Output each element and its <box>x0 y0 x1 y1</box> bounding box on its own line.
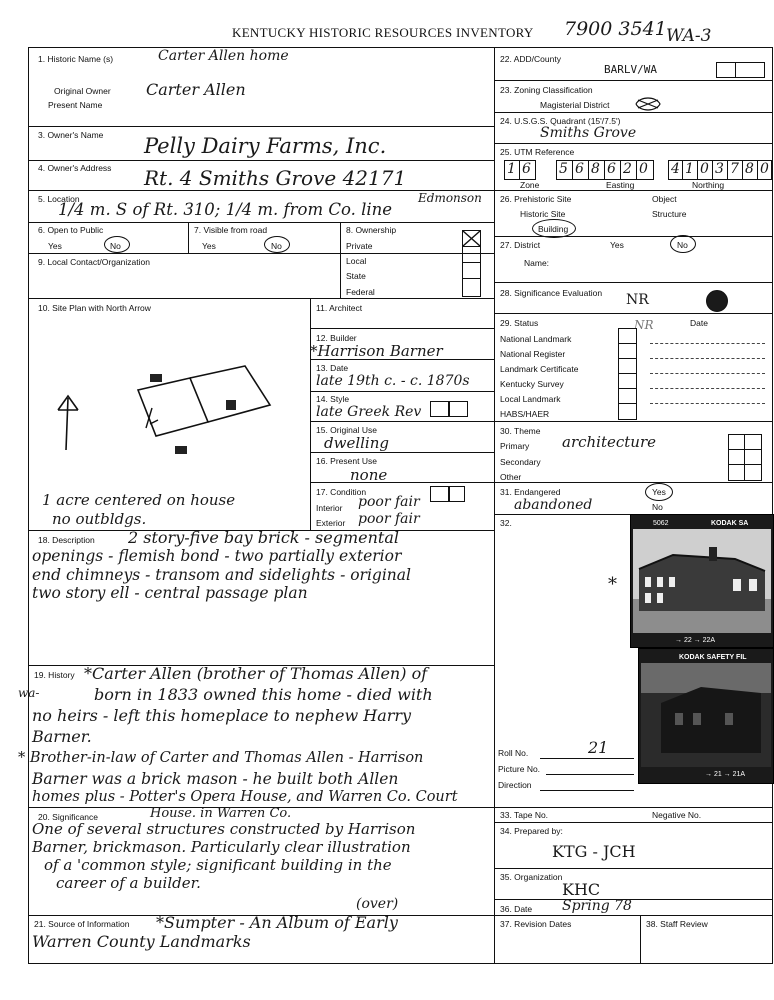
history-line[interactable]: * Brother-in-law of Carter and Thomas Allen - Harrison <box>18 750 424 766</box>
status-option: Kentucky Survey <box>500 379 564 389</box>
condition-label: 17. Condition <box>316 487 367 497</box>
rule <box>618 358 637 359</box>
present-use-label: 16. Present Use <box>316 456 377 466</box>
utm-digit: 0 <box>760 161 769 177</box>
theme-other-label: Other <box>500 472 522 482</box>
building-label: Building <box>538 224 569 234</box>
site-plan-sketch <box>50 360 290 480</box>
status-stamp: NR <box>634 318 654 332</box>
source-label: 21. Source of Information <box>34 919 130 929</box>
rule <box>728 464 762 465</box>
film-brand: KODAK SA <box>711 520 749 527</box>
open-to-public-yes[interactable]: Yes <box>48 241 62 251</box>
owners-name-label: 3. Owner's Name <box>38 130 104 140</box>
endangered-label: 31. Endangered <box>500 487 561 497</box>
style-checkbox-2[interactable] <box>449 401 468 417</box>
add-county-box[interactable] <box>716 62 736 78</box>
rule <box>494 236 773 237</box>
condition-interior-label: Interior <box>316 503 343 513</box>
add-county-box-2[interactable] <box>735 62 765 78</box>
significance-line[interactable]: One of several structures constructed by Harrison <box>32 820 416 838</box>
usgs-quadrant-value[interactable]: Smiths Grove <box>540 125 637 141</box>
status-option: Local Landmark <box>500 394 561 404</box>
rule <box>697 160 698 180</box>
rule <box>757 160 758 180</box>
picture-number-label: Picture No. <box>498 764 541 774</box>
object-label: Object <box>652 194 677 204</box>
endangered-yes[interactable]: Yes <box>652 487 666 497</box>
photo-asterisk: * <box>608 574 617 595</box>
status-option: National Register <box>500 349 566 359</box>
utm-label: 25. UTM Reference <box>500 147 575 157</box>
rule <box>604 160 605 180</box>
history-line[interactable]: Barner. <box>32 727 92 746</box>
rule <box>462 278 481 279</box>
organization-value[interactable]: KHC <box>562 880 601 899</box>
rule <box>310 421 494 422</box>
historic-name-label: 1. Historic Name (s) <box>38 54 114 64</box>
district-label: 27. District <box>500 240 541 250</box>
rule <box>650 343 765 344</box>
rule <box>618 373 637 374</box>
site-plan-note-2[interactable]: no outbldgs. <box>52 510 147 528</box>
rule <box>310 298 311 530</box>
owners-address-value[interactable]: Rt. 4 Smiths Grove 42171 <box>144 166 407 190</box>
rule <box>494 899 773 900</box>
rule <box>28 160 494 161</box>
history-line[interactable]: Barner was a brick mason - he built both Allen <box>32 770 399 788</box>
significance-evaluation-value[interactable]: NR <box>626 292 649 308</box>
theme-label: 30. Theme <box>500 426 541 436</box>
style-value[interactable]: late Greek Rev <box>316 404 422 420</box>
description-label: 18. Description <box>38 535 95 545</box>
date-label: 13. Date <box>316 363 349 373</box>
location-note: Edmonson <box>418 191 482 205</box>
usgs-quadrant-label: 24. U.S.G.S. Quadrant (15'/7.5') <box>500 116 621 126</box>
rule <box>494 112 773 113</box>
selection-circle <box>264 236 290 253</box>
history-line[interactable]: born in 1833 owned this home - died with <box>94 685 433 704</box>
rule <box>494 482 773 483</box>
utm-digit: 8 <box>591 161 600 177</box>
revision-dates-label: 37. Revision Dates <box>500 919 572 929</box>
history-line[interactable]: homes plus - Potter's Opera House, and Warren Co. Court <box>32 789 458 805</box>
local-contact-label: 9. Local Contact/Organization <box>38 257 150 267</box>
add-county-value[interactable]: BARLV/WA <box>604 63 657 76</box>
history-line[interactable]: no heirs - left this homeplace to nephew Harry <box>32 706 412 725</box>
rule <box>28 222 494 223</box>
roll-number-value[interactable]: 21 <box>588 738 609 757</box>
site-plan-note-1[interactable]: 1 acre centered on house <box>42 491 236 509</box>
form-number: 7900 3541 <box>564 18 667 40</box>
visible-from-road-label: 7. Visible from road <box>194 225 268 235</box>
rule <box>494 822 773 823</box>
theme-primary-value[interactable]: architecture <box>562 433 657 451</box>
rule <box>546 774 634 775</box>
rule <box>650 358 765 359</box>
history-line[interactable]: *Carter Allen (brother of Thomas Allen) of <box>84 664 428 683</box>
staff-review-label: 38. Staff Review <box>646 919 708 929</box>
visible-from-road-yes[interactable]: Yes <box>202 241 216 251</box>
source-line[interactable]: *Sumpter - An Album of Early <box>156 913 398 932</box>
status-option: Landmark Certificate <box>500 364 579 374</box>
significance-extra: House. in Warren Co. <box>150 806 292 821</box>
rule <box>494 190 773 191</box>
rule <box>28 47 773 48</box>
rule <box>494 313 773 314</box>
rule <box>540 758 634 759</box>
utm-easting-label: Easting <box>606 180 635 190</box>
rule <box>28 253 494 254</box>
tape-number-label: 33. Tape No. <box>500 810 549 820</box>
description-line[interactable]: two story ell - central passage plan <box>32 584 308 602</box>
rule <box>462 262 481 263</box>
owners-name-value[interactable]: Pelly Dairy Farms, Inc. <box>144 134 387 158</box>
ownership-federal: Federal <box>346 287 375 297</box>
owners-address-label: 4. Owner's Address <box>38 163 112 173</box>
style-checkbox[interactable] <box>430 401 449 417</box>
original-use-value[interactable]: dwelling <box>324 434 389 452</box>
prepared-by-label: 34. Prepared by: <box>500 826 563 836</box>
house-image <box>633 529 771 633</box>
rule <box>310 452 494 453</box>
present-use-value[interactable]: none <box>350 466 388 484</box>
rule <box>494 868 773 869</box>
historic-name-value[interactable]: Carter Allen home <box>158 48 289 64</box>
prepared-by-value[interactable]: KTG - JCH <box>552 842 636 861</box>
location-value[interactable]: 1/4 m. S of Rt. 310; 1/4 m. from Co. line <box>58 200 393 219</box>
form-title: KENTUCKY HISTORIC RESOURCES INVENTORY <box>232 25 534 40</box>
utm-digit: 4 <box>671 161 680 177</box>
rule <box>588 160 589 180</box>
rule <box>494 282 773 283</box>
rule <box>494 80 773 81</box>
ownership-private: Private <box>346 241 373 251</box>
prehistoric-site-label: 26. Prehistoric Site <box>500 194 572 204</box>
utm-digit: 3 <box>715 161 724 177</box>
rule <box>682 160 683 180</box>
film-frames: → 21 → 21A <box>705 771 746 778</box>
house-photo-1[interactable] <box>630 514 774 648</box>
scribble-mark <box>634 96 662 112</box>
rule <box>650 388 765 389</box>
film-frames: → 22 → 22A <box>675 637 716 644</box>
organization-label: 35. Organization <box>500 872 563 882</box>
site-plan-label: 10. Site Plan with North Arrow <box>38 303 151 313</box>
condition-checkbox[interactable] <box>430 486 449 502</box>
rule <box>494 915 773 916</box>
significance-line[interactable]: of a 'common style; significant building in the <box>44 856 392 874</box>
significance-evaluation-label: 28. Significance Evaluation <box>500 288 603 298</box>
status-option: HABS/HAER <box>500 409 550 419</box>
theme-primary-label: Primary <box>500 441 530 451</box>
ownership-label: 8. Ownership <box>346 225 397 235</box>
negative-number-label: Negative No. <box>652 810 702 820</box>
utm-digit: 0 <box>700 161 709 177</box>
utm-digit: 8 <box>745 161 754 177</box>
history-label: 19. History <box>34 670 75 680</box>
status-date-label: Date <box>690 318 708 328</box>
utm-digit: 2 <box>623 161 632 177</box>
description-line[interactable]: 2 story-five bay brick - segmental <box>128 528 399 547</box>
rule <box>618 343 637 344</box>
condition-exterior-value[interactable]: poor fair <box>358 511 420 527</box>
rule <box>640 915 641 963</box>
ownership-state: State <box>346 271 366 281</box>
rule <box>188 222 189 253</box>
significance-line[interactable]: career of a builder. <box>56 874 201 892</box>
film-brand: KODAK SAFETY FIL <box>679 654 747 661</box>
over-note: (over) <box>356 896 399 912</box>
utm-zone-label: Zone <box>520 180 540 190</box>
rule <box>728 449 762 450</box>
add-county-label: 22. ADD/County <box>500 54 561 64</box>
condition-interior-value[interactable]: poor fair <box>358 494 420 510</box>
status-option: National Landmark <box>500 334 572 344</box>
rule <box>28 298 494 299</box>
county-code: WA-3 <box>666 26 712 46</box>
rule <box>618 403 637 404</box>
rule <box>712 160 713 180</box>
district-name-label: Name: <box>524 258 550 268</box>
house-image <box>641 663 771 767</box>
rule <box>650 373 765 374</box>
ownership-local: Local <box>346 256 367 266</box>
date-prepared-value[interactable]: Spring 78 <box>562 898 632 914</box>
rule <box>620 160 621 180</box>
theme-checkbox-grid[interactable] <box>728 434 762 481</box>
rule <box>742 160 743 180</box>
status-label: 29. Status <box>500 318 539 328</box>
builder-label: 12. Builder <box>316 333 357 343</box>
location-label: 5. Location <box>38 194 80 204</box>
rule <box>494 807 773 808</box>
visible-from-road-no[interactable]: No <box>271 241 282 251</box>
architect-label: 11. Architect <box>316 303 363 313</box>
description-line[interactable]: openings - flemish bond - two partially exterior <box>32 547 402 565</box>
roll-number-label: Roll No. <box>498 748 529 758</box>
structure-label: Structure <box>652 209 687 219</box>
utm-digit: 1 <box>507 161 516 177</box>
evaluation-stamp-icon <box>706 290 728 312</box>
utm-digit: 6 <box>575 161 584 177</box>
rule <box>28 963 773 964</box>
builder-value[interactable]: *Harrison Barner <box>310 342 443 360</box>
open-to-public-no[interactable]: No <box>110 241 121 251</box>
status-checkbox-column[interactable] <box>618 328 637 420</box>
zoning-label: 23. Zoning Classification <box>500 85 593 95</box>
photo-section-label: 32. <box>500 518 512 528</box>
open-to-public-label: 6. Open to Public <box>38 225 104 235</box>
rule <box>340 222 341 298</box>
significance-label: 20. Significance <box>38 812 99 822</box>
utm-digit: 6 <box>522 161 531 177</box>
utm-digit: 5 <box>559 161 568 177</box>
date-prepared-label: 36. Date <box>500 904 533 914</box>
endangered-value[interactable]: abandoned <box>514 497 593 513</box>
utm-digit: 1 <box>685 161 694 177</box>
rule <box>310 328 494 329</box>
original-use-label: 15. Original Use <box>316 425 377 435</box>
private-checkmark <box>462 230 481 247</box>
utm-digit: 0 <box>639 161 648 177</box>
description-line[interactable]: end chimneys - transom and sidelights - original <box>32 566 411 584</box>
date-value[interactable]: late 19th c. - c. 1870s <box>316 373 470 389</box>
original-owner-label: Original Owner <box>54 86 111 96</box>
rule <box>572 160 573 180</box>
rule <box>636 160 637 180</box>
source-line[interactable]: Warren County Landmarks <box>32 932 251 951</box>
rule <box>727 160 728 180</box>
selection-circle <box>104 236 130 253</box>
history-margin-note: wa- <box>18 686 40 700</box>
rule <box>28 47 29 964</box>
condition-checkbox-2[interactable] <box>449 486 465 502</box>
rule <box>494 143 773 144</box>
rule <box>494 47 495 964</box>
rule <box>494 421 773 422</box>
utm-digit: 7 <box>730 161 739 177</box>
rule <box>310 391 494 392</box>
rule <box>772 47 773 964</box>
district-yes[interactable]: Yes <box>610 240 624 250</box>
magisterial-district-label: Magisterial District <box>540 100 610 110</box>
theme-secondary-label: Secondary <box>500 457 541 467</box>
style-label: 14. Style <box>316 394 350 404</box>
rule <box>28 126 494 127</box>
endangered-no[interactable]: No <box>652 502 663 512</box>
utm-digit: 6 <box>607 161 616 177</box>
original-owner-value[interactable]: Carter Allen <box>146 80 246 99</box>
rule <box>744 434 745 481</box>
rule <box>650 403 765 404</box>
direction-label: Direction <box>498 780 532 790</box>
rule <box>540 790 634 791</box>
significance-line[interactable]: Barner, brickmason. Particularly clear illustration <box>32 838 411 856</box>
rule <box>618 388 637 389</box>
present-name-label: Present Name <box>48 100 103 110</box>
selection-circle <box>532 219 576 238</box>
historic-site-label: Historic Site <box>520 209 566 219</box>
selection-circle <box>670 235 696 253</box>
rule <box>310 482 494 483</box>
house-photo-2[interactable] <box>638 648 774 784</box>
utm-northing-label: Northing <box>692 180 725 190</box>
district-no[interactable]: No <box>677 240 688 250</box>
selection-circle <box>645 483 673 501</box>
film-number: 5062 <box>653 520 669 527</box>
condition-exterior-label: Exterior <box>316 518 346 528</box>
rule <box>519 160 520 180</box>
